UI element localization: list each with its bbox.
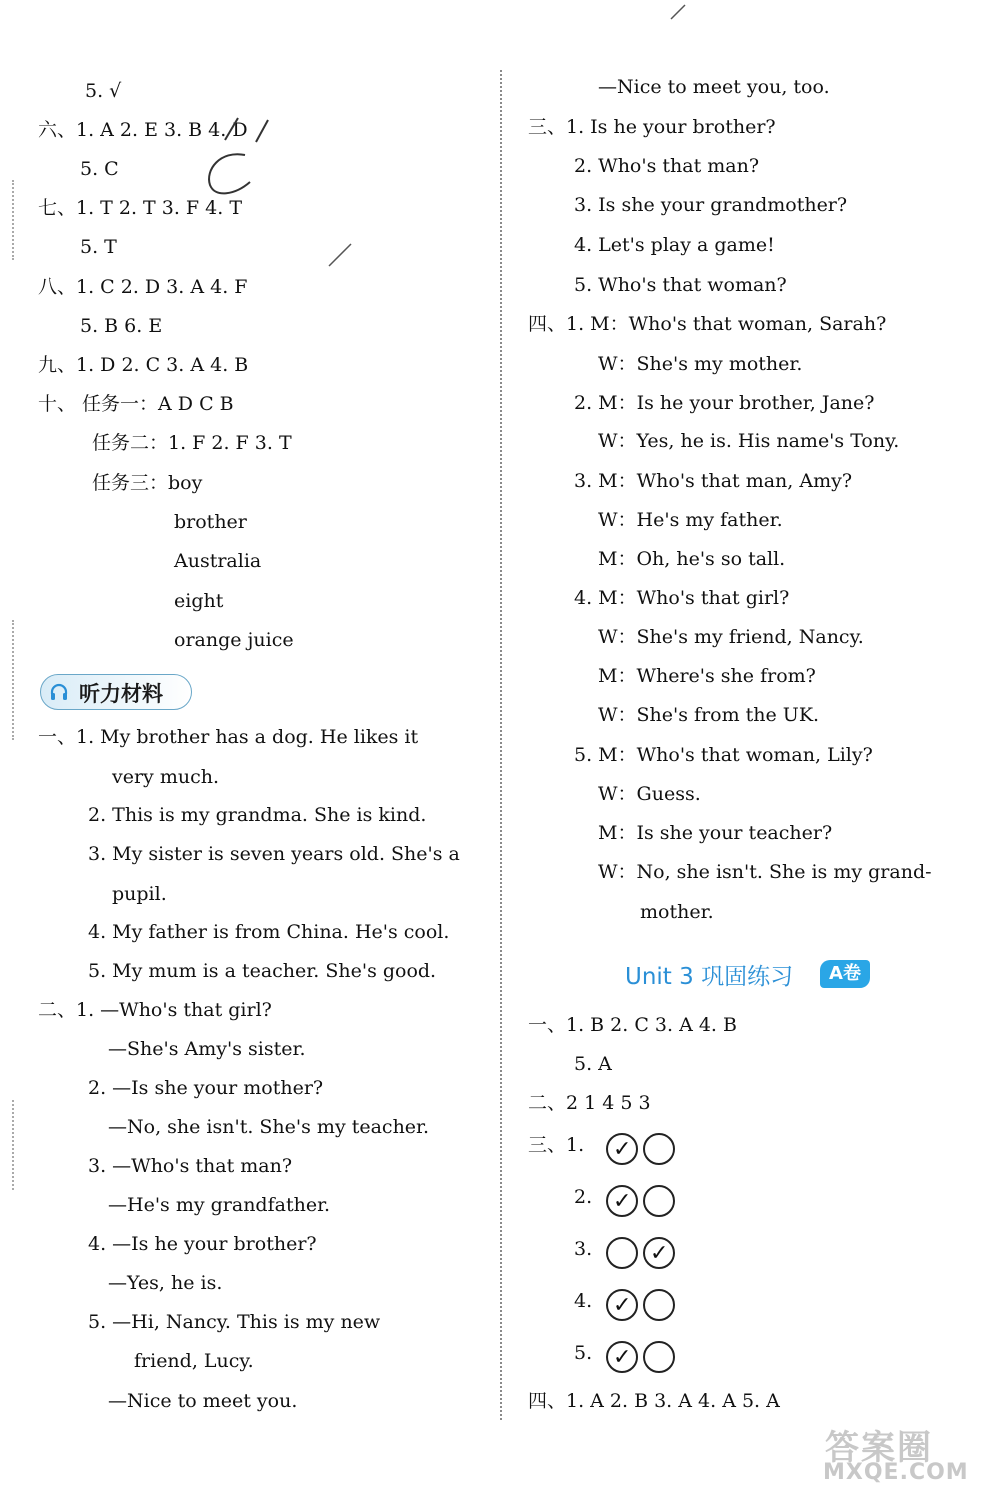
answer-line: —No, she isn't. She's my teacher. [108,1116,430,1138]
answer-circle [643,1341,675,1373]
section-title: 听力材料 [79,682,163,706]
answer-line: 4. —Is he your brother? [88,1233,317,1255]
answer-line: 任务二：1. F 2. F 3. T [92,432,292,454]
unit-badge: A卷 [820,960,870,988]
answer-line: 四、1. A 2. B 3. A 4. A 5. A [528,1390,780,1412]
answer-line: 六、1. A 2. E 3. B 4. D [38,119,248,141]
answer-line: W：No, she isn't. She is my grand- [598,861,932,883]
answer-line: W：She's from the UK. [598,704,820,726]
answer-line: very much. [112,766,220,788]
listening-material-badge [40,674,192,710]
answer-line: 4. Let's play a game! [574,234,775,256]
answer-line: 4. M：Who's that girl? [574,587,790,609]
answer-line: 八、1. C 2. D 3. A 4. F [38,276,248,298]
answer-line: 2. M：Is he your brother, Jane? [574,392,875,414]
answer-line: 2. —Is she your mother? [88,1077,324,1099]
answer-line: 四、1. M：Who's that woman, Sarah? [528,313,887,335]
answer-line: 4. My father is from China. He's cool. [88,921,450,943]
watermark-top: 答案圈 [825,1428,933,1468]
check-icon: ✓ [613,1293,632,1318]
answer-circle [643,1133,675,1165]
edge-dots [12,180,14,260]
unit-title: Unit 3 巩固练习 [625,964,794,990]
check-icon: ✓ [613,1345,632,1370]
answer-line: 三、1. [528,1134,585,1156]
pen-stroke [325,240,355,270]
answer-line: 2. This is my grandma. She is kind. [88,804,427,826]
headphones-icon [49,682,69,702]
answer-line: 2. [574,1186,593,1208]
answer-line: orange juice [174,629,294,651]
answer-line: Australia [174,550,262,572]
check-icon: ✓ [613,1189,632,1214]
answer-line: 5. B 6. E [80,315,163,337]
answer-line: —He's my grandfather. [108,1194,331,1216]
answer-line: 二、2 1 4 5 3 [528,1092,651,1114]
answer-line: 2. Who's that man? [574,155,760,177]
check-icon: ✓ [613,1137,632,1162]
answer-line: 5. T [80,236,117,258]
answer-line: 5. Who's that woman? [574,274,787,296]
answer-circle [606,1341,638,1373]
answer-circle [606,1289,638,1321]
answer-line: —Nice to meet you. [108,1390,298,1412]
answer-line: eight [174,590,224,612]
answer-line: —Yes, he is. [108,1272,223,1294]
answer-line: friend, Lucy. [134,1350,254,1372]
answer-line: 任务三：boy [92,472,203,494]
answer-line: 一、1. B 2. C 3. A 4. B [528,1014,737,1036]
answer-line: 5. —Hi, Nancy. This is my new [88,1311,381,1333]
answer-line: 七、1. T 2. T 3. F 4. T [38,197,242,219]
answer-line: 4. [574,1290,593,1312]
answer-circle [606,1237,638,1269]
answer-line: —She's Amy's sister. [108,1038,306,1060]
answer-line: 5. M：Who's that woman, Lily? [574,744,873,766]
answer-line: M：Oh, he's so tall. [598,548,786,570]
check-icon: ✓ [650,1241,669,1266]
answer-line: 九、1. D 2. C 3. A 4. B [38,354,249,376]
answer-line: 3. My sister is seven years old. She's a [88,843,460,865]
answer-line: 3. M：Who's that man, Amy? [574,470,853,492]
answer-line: W：Guess. [598,783,701,805]
edge-dots [12,1100,14,1190]
answer-line: 5. [574,1342,593,1364]
answer-line: M：Where's she from? [598,665,816,687]
answer-line: 一、1. My brother has a dog. He likes it [38,726,419,748]
answer-line: 十、 任务一：A D C B [38,393,234,415]
answer-line: 二、1. —Who's that girl? [38,999,272,1021]
watermark-bottom: MXQE.COM [823,1460,969,1485]
answer-line: 3. Is she your grandmother? [574,194,848,216]
column-divider [500,70,502,1420]
answer-line: 5. My mum is a teacher. She's good. [88,960,437,982]
answer-circle [643,1237,675,1269]
answer-circle [643,1185,675,1217]
answer-line: 3. —Who's that man? [88,1155,293,1177]
answer-line: pupil. [112,883,167,905]
answer-line: mother. [640,901,714,923]
edge-dots [12,620,14,740]
watermark [815,1420,995,1490]
answer-circle [606,1133,638,1165]
answer-line: 三、1. Is he your brother? [528,116,776,138]
answer-line: M：Is she your teacher? [598,822,833,844]
answer-circle [643,1289,675,1321]
answer-line: W：She's my friend, Nancy. [598,626,864,648]
answer-line: 5. √ [85,80,122,102]
answer-line: W：She's my mother. [598,353,803,375]
answer-line: brother [174,511,247,533]
answer-line: —Nice to meet you, too. [598,76,830,98]
answer-line: 3. [574,1238,593,1260]
answer-circle [606,1185,638,1217]
answer-line: W：He's my father. [598,509,783,531]
answer-line: 5. C [80,158,119,180]
handwritten-scribble [190,110,300,220]
answer-line: W：Yes, he is. His name's Tony. [598,430,900,452]
pen-stroke [668,2,688,22]
answer-line: 5. A [574,1053,612,1075]
